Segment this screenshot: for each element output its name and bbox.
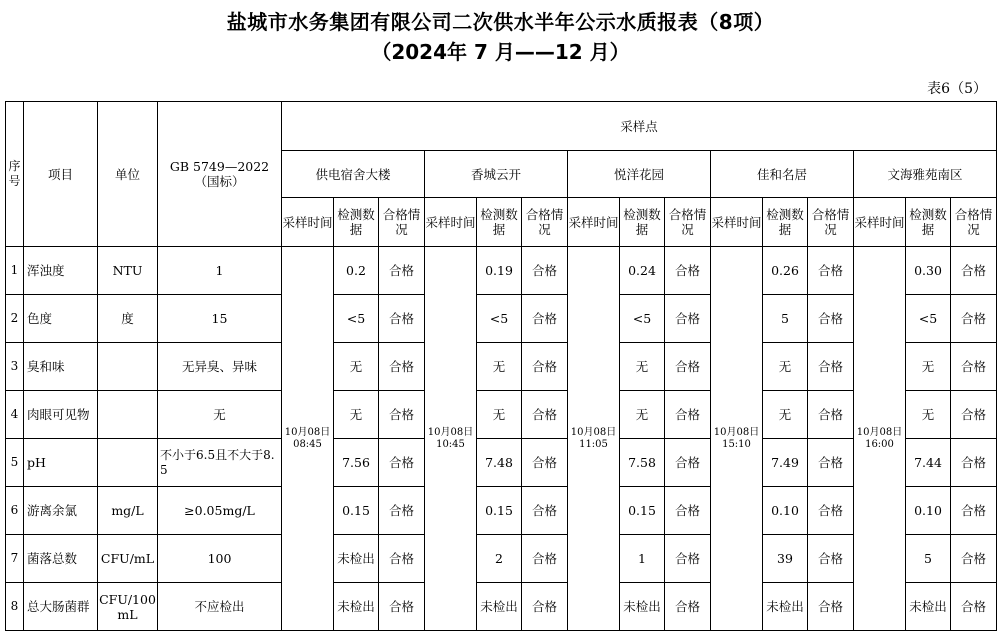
qualified-status: 合格: [665, 343, 711, 391]
test-value: 无: [906, 343, 951, 391]
site-name: 悦洋花园: [568, 151, 711, 198]
row-item: 菌落总数: [24, 535, 98, 583]
test-value: 5: [763, 295, 808, 343]
row-index: 1: [6, 247, 24, 295]
qualified-status: 合格: [379, 247, 425, 295]
table-row: [6, 247, 997, 295]
qualified-status: 合格: [951, 487, 997, 535]
qualified-status: 合格: [951, 391, 997, 439]
row-index: 2: [6, 295, 24, 343]
table-row: [6, 439, 997, 487]
qualified-status: 合格: [808, 487, 854, 535]
header-sample-time: 采样时间: [282, 198, 334, 247]
qualified-status: 合格: [808, 391, 854, 439]
test-value: 0.15: [620, 487, 665, 535]
test-value: 无: [334, 391, 379, 439]
row-unit: CFU/100mL: [98, 583, 158, 631]
test-value: 未检出: [334, 583, 379, 631]
qualified-status: 合格: [808, 247, 854, 295]
qualified-status: 合格: [665, 295, 711, 343]
table-row: [6, 535, 997, 583]
test-value: 无: [477, 343, 522, 391]
row-standard: 100: [158, 535, 282, 583]
site-name: 文海雅苑南区: [854, 151, 997, 198]
qualified-status: 合格: [522, 391, 568, 439]
row-unit: CFU/mL: [98, 535, 158, 583]
header-qualified: 合格情况: [808, 198, 854, 247]
header-sampling-points: 采样点: [282, 102, 997, 151]
site-name: 香城云开: [425, 151, 568, 198]
qualified-status: 合格: [379, 439, 425, 487]
row-standard: 1: [158, 247, 282, 295]
header-sample-time: 采样时间: [854, 198, 906, 247]
header-sample-time: 采样时间: [425, 198, 477, 247]
header-test-data: 检测数据: [477, 198, 522, 247]
test-value: 7.49: [763, 439, 808, 487]
row-unit: 度: [98, 295, 158, 343]
table-row: [6, 487, 997, 535]
row-unit: [98, 343, 158, 391]
test-value: 未检出: [763, 583, 808, 631]
qualified-status: 合格: [522, 343, 568, 391]
test-value: 未检出: [477, 583, 522, 631]
qualified-status: 合格: [379, 295, 425, 343]
qualified-status: 合格: [951, 535, 997, 583]
table-row: [6, 343, 997, 391]
test-value: 1: [620, 535, 665, 583]
qualified-status: 合格: [808, 583, 854, 631]
test-value: 无: [763, 343, 808, 391]
qualified-status: 合格: [522, 247, 568, 295]
test-value: 0.15: [334, 487, 379, 535]
header-index: 序号: [6, 102, 24, 247]
qualified-status: 合格: [951, 343, 997, 391]
qualified-status: 合格: [808, 535, 854, 583]
qualified-status: 合格: [379, 487, 425, 535]
test-value: 0.19: [477, 247, 522, 295]
qualified-status: 合格: [379, 343, 425, 391]
test-value: 7.56: [334, 439, 379, 487]
test-value: 无: [620, 391, 665, 439]
header-sample-time: 采样时间: [568, 198, 620, 247]
header-test-data: 检测数据: [334, 198, 379, 247]
sample-time: 10月08日 16:00: [854, 247, 906, 631]
row-item: 色度: [24, 295, 98, 343]
sample-time: 10月08日 08:45: [282, 247, 334, 631]
header-qualified: 合格情况: [522, 198, 568, 247]
row-item: 臭和味: [24, 343, 98, 391]
table-row: [6, 295, 997, 343]
test-value: 未检出: [620, 583, 665, 631]
test-value: 5: [906, 535, 951, 583]
qualified-status: 合格: [665, 391, 711, 439]
row-standard: ≥0.05mg/L: [158, 487, 282, 535]
row-item: 浑浊度: [24, 247, 98, 295]
report-period: （2024年 7 月——12 月）: [371, 40, 630, 64]
header-qualified: 合格情况: [379, 198, 425, 247]
qualified-status: 合格: [665, 487, 711, 535]
test-value: 0.10: [906, 487, 951, 535]
row-index: 6: [6, 487, 24, 535]
sample-time: 10月08日 11:05: [568, 247, 620, 631]
test-value: 未检出: [906, 583, 951, 631]
header-item: 项目: [24, 102, 98, 247]
qualified-status: 合格: [522, 487, 568, 535]
header-qualified: 合格情况: [951, 198, 997, 247]
header-standard: GB 5749—2022（国标）: [158, 102, 282, 247]
header-test-data: 检测数据: [620, 198, 665, 247]
test-value: 0.30: [906, 247, 951, 295]
row-item: pH: [24, 439, 98, 487]
qualified-status: 合格: [808, 295, 854, 343]
row-index: 3: [6, 343, 24, 391]
table-row: [6, 391, 997, 439]
qualified-status: 合格: [951, 247, 997, 295]
qualified-status: 合格: [665, 247, 711, 295]
qualified-status: 合格: [665, 583, 711, 631]
site-name: 供电宿舍大楼: [282, 151, 425, 198]
test-value: 无: [906, 391, 951, 439]
row-unit: [98, 391, 158, 439]
header-qualified: 合格情况: [665, 198, 711, 247]
header-sample-time: 采样时间: [711, 198, 763, 247]
qualified-status: 合格: [951, 583, 997, 631]
header-test-data: 检测数据: [906, 198, 951, 247]
test-value: <5: [477, 295, 522, 343]
test-value: 0.10: [763, 487, 808, 535]
qualified-status: 合格: [379, 535, 425, 583]
report-title: 盐城市水务集团有限公司二次供水半年公示水质报表（8项）: [226, 10, 775, 34]
row-index: 4: [6, 391, 24, 439]
test-value: 7.44: [906, 439, 951, 487]
test-value: 0.24: [620, 247, 665, 295]
test-value: 2: [477, 535, 522, 583]
qualified-status: 合格: [522, 583, 568, 631]
qualified-status: 合格: [379, 391, 425, 439]
qualified-status: 合格: [951, 295, 997, 343]
sample-time: 10月08日 10:45: [425, 247, 477, 631]
test-value: <5: [620, 295, 665, 343]
qualified-status: 合格: [665, 535, 711, 583]
qualified-status: 合格: [808, 439, 854, 487]
test-value: 0.2: [334, 247, 379, 295]
test-value: 39: [763, 535, 808, 583]
qualified-status: 合格: [522, 535, 568, 583]
test-value: 无: [334, 343, 379, 391]
test-value: 未检出: [334, 535, 379, 583]
test-value: 0.26: [763, 247, 808, 295]
test-value: <5: [334, 295, 379, 343]
row-index: 8: [6, 583, 24, 631]
site-name: 佳和名居: [711, 151, 854, 198]
row-unit: [98, 439, 158, 487]
row-index: 5: [6, 439, 24, 487]
test-value: 7.58: [620, 439, 665, 487]
row-item: 肉眼可见物: [24, 391, 98, 439]
row-standard: 15: [158, 295, 282, 343]
test-value: <5: [906, 295, 951, 343]
test-value: 0.15: [477, 487, 522, 535]
test-value: 无: [763, 391, 808, 439]
qualified-status: 合格: [522, 295, 568, 343]
qualified-status: 合格: [951, 439, 997, 487]
table-row: [6, 583, 997, 631]
row-standard: 无异臭、异味: [158, 343, 282, 391]
row-unit: NTU: [98, 247, 158, 295]
row-standard: 无: [158, 391, 282, 439]
test-value: 7.48: [477, 439, 522, 487]
qualified-status: 合格: [379, 583, 425, 631]
sample-time: 10月08日 15:10: [711, 247, 763, 631]
header-unit: 单位: [98, 102, 158, 247]
test-value: 无: [477, 391, 522, 439]
row-standard: 不应检出: [158, 583, 282, 631]
row-item: 游离余氯: [24, 487, 98, 535]
row-index: 7: [6, 535, 24, 583]
row-unit: mg/L: [98, 487, 158, 535]
qualified-status: 合格: [808, 343, 854, 391]
row-item: 总大肠菌群: [24, 583, 98, 631]
header-test-data: 检测数据: [763, 198, 808, 247]
row-standard: 不小于6.5且不大于8.5: [158, 439, 282, 487]
table-number: 表6（5）: [927, 81, 987, 97]
qualified-status: 合格: [665, 439, 711, 487]
water-quality-table: [5, 101, 997, 631]
test-value: 无: [620, 343, 665, 391]
qualified-status: 合格: [522, 439, 568, 487]
